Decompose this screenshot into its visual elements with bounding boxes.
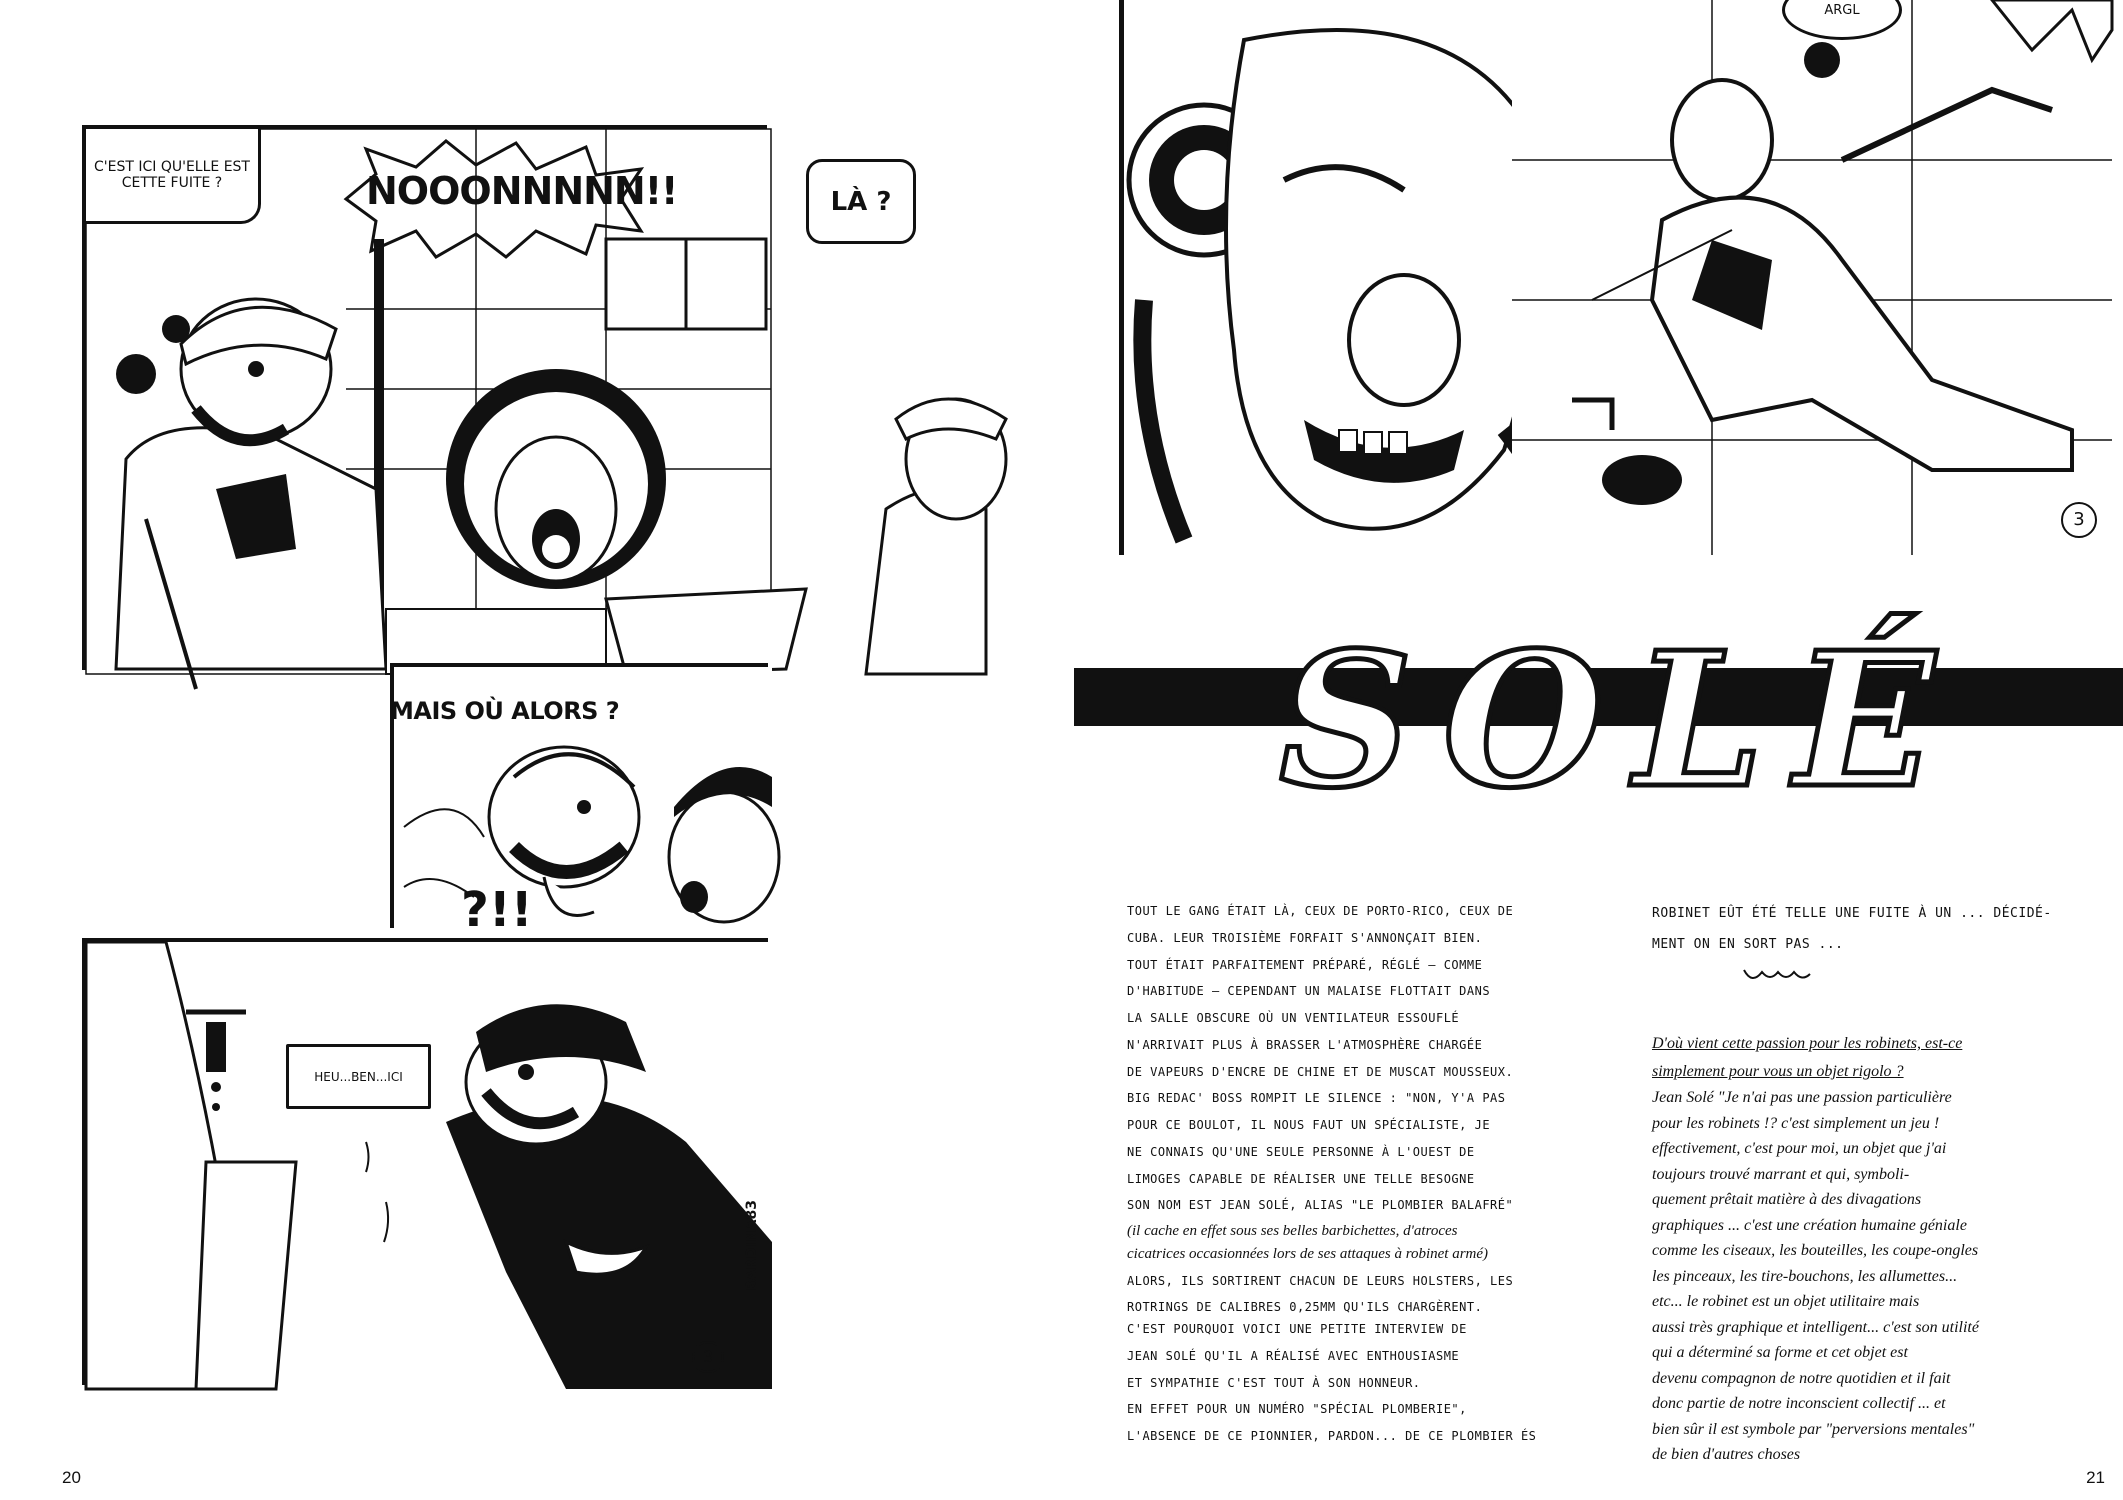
speech-bubble-heu-ben-ici: HEU...BEN...ICI <box>286 1044 431 1109</box>
panel-3-art <box>86 942 772 1389</box>
panel-fall-art <box>1512 0 2112 555</box>
signature-scribble <box>1742 960 1812 986</box>
speech-bubble-argl: ARGL <box>1782 0 1902 40</box>
comic-panel-fall <box>1512 0 2112 555</box>
left-page <box>0 0 1061 1500</box>
shout-nooonnn: NOOONNNNN!! <box>366 169 678 213</box>
shout-mais-ou-alors: MAIS OÙ ALORS ? <box>390 697 620 725</box>
panel-number: 3 <box>2061 502 2097 538</box>
comic-panel-2 <box>390 663 768 928</box>
speech-bubble-la: LÀ ? <box>806 159 916 244</box>
interview-answer: Jean Solé "Je n'ai pas une passion particulière pour les robinets !? c'est simplement un jeu ! effectivement, c'est pour moi, un objet que j'ai toujours trouvé marrant et qui, symboli- quement prêtait matière à des divagations graphiques ... c'est une création humaine géniale comme les ciseaux, les bouteilles, les coupe-ongles les pinceaux, les tire-bouchons, les allumettes... etc... le robinet est un objet utilitaire mais aussi très graphique et intelligent... c'est son utilité qui a déterminé sa forme et cet objet est devenu compagnon de notre quotidien et il fait donc partie de notre inconscient collectif ... et bien sûr il est symbole par "perversions mentales" de bien d'autres choses <box>1652 1089 1979 1463</box>
article-column-left-italic: (il cache en effet sous ses belles barbichettes, d'atroces cicatrices occasionnées lors de ses attaques à robinet armé) <box>1127 1222 1489 1263</box>
speech-bubble-fuite: C'EST ICI QU'ELLE EST CETTE FUITE ? <box>86 129 261 224</box>
exclaim-marks: ?!! <box>461 882 533 938</box>
signature: BARDINA83 <box>744 1199 760 1291</box>
solé-title: SOLÉ <box>1279 611 1965 829</box>
panel-number: 3 <box>692 1341 724 1373</box>
article-column-left-3: C'EST POURQUOI VOICI UNE PETITE INTERVIEW DE JEAN SOLÉ QU'IL A RÉALISÉ AVEC ENTHOUSIASME ET SYMPATHIE C'EST TOUT À SON HONNEUR. EN EFFET POUR UN NUMÉRO "SPÉCIAL PLOMBERIE", L'ABSENCE DE CE PIONNIER, PARDON... DE CE PLOMBIER ÉS <box>1127 1322 1537 1443</box>
page-number-right: 21 <box>2086 1468 2105 1487</box>
right-page <box>1062 0 2123 1500</box>
comic-panel-3 <box>82 882 768 1385</box>
page-number-left: 20 <box>62 1468 81 1487</box>
article-column-left-1: TOUT LE GANG ÉTAIT LÀ, CEUX DE PORTO-RICO, CEUX DE CUBA. LEUR TROISIÈME FORFAIT S'ANNONÇAIT BIEN. TOUT ÉTAIT PARFAITEMENT PRÉPARÉ, RÉGLÉ — COMME D'HABITUDE — CEPENDANT UN MALAISE FLOTTAIT DANS LA SALLE OBSCURE OÙ UN VENTILATEUR ESSOUFLÉ N'ARRIVAIT PLUS À BRASSER L'ATMOSPHÈRE CHARGÉE DE VAPEURS D'ENCRE DE CHINE ET DE MUSCAT MOUSSEUX. BIG REDAC' BOSS ROMPIT LE SILENCE : "NON, Y'A PAS POUR CE BOULOT, IL NOUS FAUT UN SPÉCIALISTE, JE NE CONNAIS QU'UNE SEULE PERSONNE À L'OUEST DE LIMOGES CAPABLE DE RÉALISER UNE TELLE BESOGNE SON NOM EST JEAN SOLÉ, ALIAS "LE PLOMBIER BALAFRÉ" <box>1127 904 1514 1213</box>
comic-panel-face <box>1119 0 1559 555</box>
article-column-left-2: ALORS, ILS SORTIRENT CHACUN DE LEURS HOLSTERS, LES ROTRINGS DE CALIBRES 0,25MM QU'ILS CHARGÈRENT. <box>1127 1273 1514 1315</box>
interview-question: D'où vient cette passion pour les robinets, est-ce simplement pour vous un objet rigolo ? <box>1652 1035 1963 1080</box>
article-column-right-top: ROBINET EÛT ÉTÉ TELLE UNE FUITE À UN ... DÉCIDÉ- MENT ON EN SORT PAS ... <box>1652 906 2052 952</box>
panel-face-art <box>1124 0 1564 555</box>
comic-panel-1 <box>82 125 892 670</box>
